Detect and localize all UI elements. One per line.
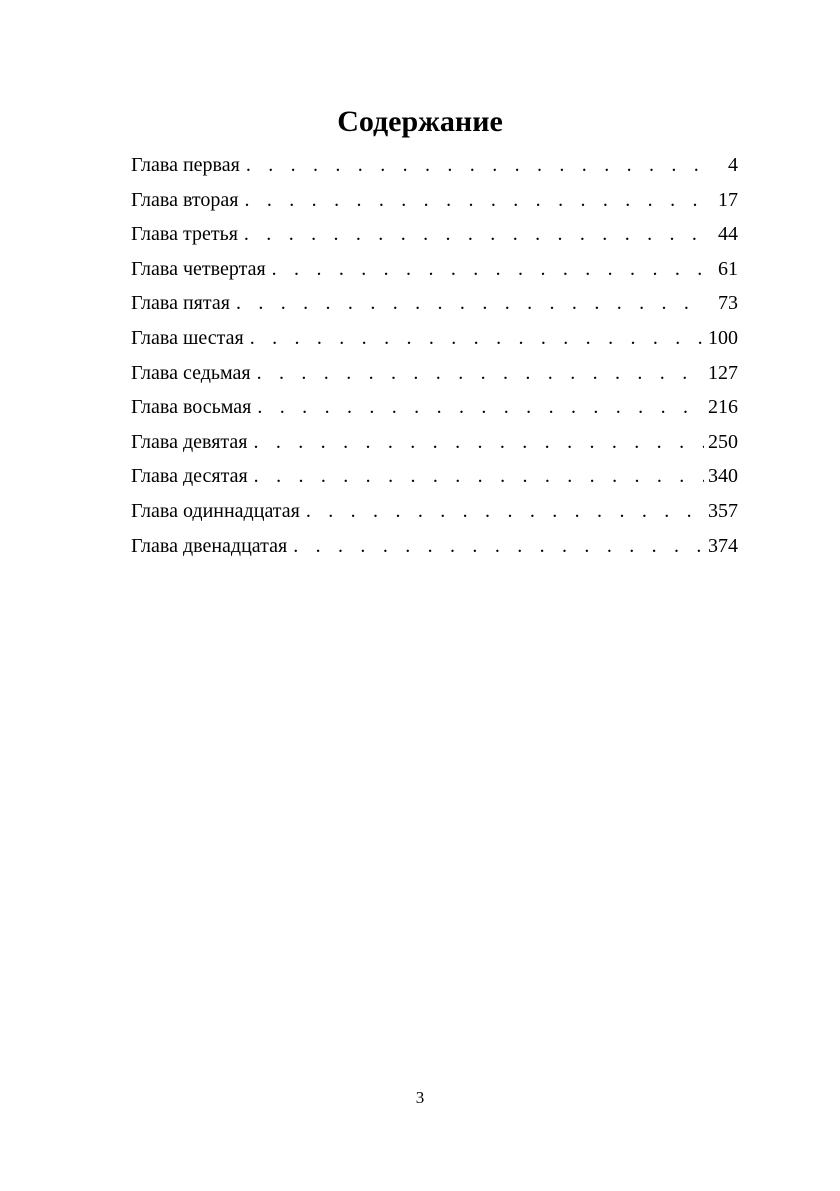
toc-entry-page: 44 [718,223,738,246]
toc-dot-leader [244,220,704,248]
toc-entry [131,497,738,532]
toc-entry-title: Глава двенадцатая [131,534,288,557]
toc-entry-page: 216 [708,396,738,419]
toc-entry [131,532,738,567]
toc-dot-leader [246,151,704,179]
toc-entry-page: 17 [718,188,738,211]
toc-entry [131,359,738,394]
toc-entry [131,255,738,290]
toc-entry-title: Глава четвертая [131,257,266,280]
toc-entry [131,393,738,428]
table-of-contents [131,151,738,566]
toc-entry [131,151,738,186]
toc-entry-title: Глава шестая [131,326,244,349]
toc-dot-leader [244,186,704,214]
toc-entry-page: 4 [728,154,738,176]
toc-entry-page: 100 [708,326,738,349]
toc-entry [131,220,738,255]
toc-entry-page: 340 [708,465,738,488]
toc-dot-leader [250,324,704,352]
toc-entry [131,324,738,359]
toc-dot-leader [254,462,704,490]
page-title: Содержание [337,105,503,139]
toc-dot-leader [257,393,704,421]
toc-entry-title: Глава седьмая [131,361,251,384]
toc-entry-title: Глава пятая [131,292,230,315]
toc-dot-leader [306,497,704,525]
toc-entry [131,186,738,221]
toc-entry-page: 127 [708,361,738,384]
toc-entry-title: Глава третья [131,223,238,246]
toc-entry-page: 374 [708,534,738,557]
toc-entry-page: 73 [718,292,738,315]
toc-entry [131,289,738,324]
page-number: 3 [415,1088,425,1107]
toc-entry-title: Глава одиннадцатая [131,499,300,522]
toc-entry-page: 250 [708,430,738,453]
toc-entry-title: Глава девятая [131,430,248,453]
toc-dot-leader [293,532,704,560]
toc-entry-title: Глава десятая [131,465,248,488]
toc-entry-page: 357 [708,499,738,522]
toc-entry-title: Глава первая [131,154,240,176]
toc-entry-title: Глава вторая [131,188,239,211]
toc-dot-leader [257,359,704,387]
toc-dot-leader [236,289,704,317]
toc-dot-leader [272,255,704,283]
toc-entry-title: Глава восьмая [131,396,252,419]
toc-entry [131,428,738,463]
toc-entry-page: 61 [718,257,738,280]
toc-dot-leader [253,428,704,456]
toc-entry [131,462,738,497]
